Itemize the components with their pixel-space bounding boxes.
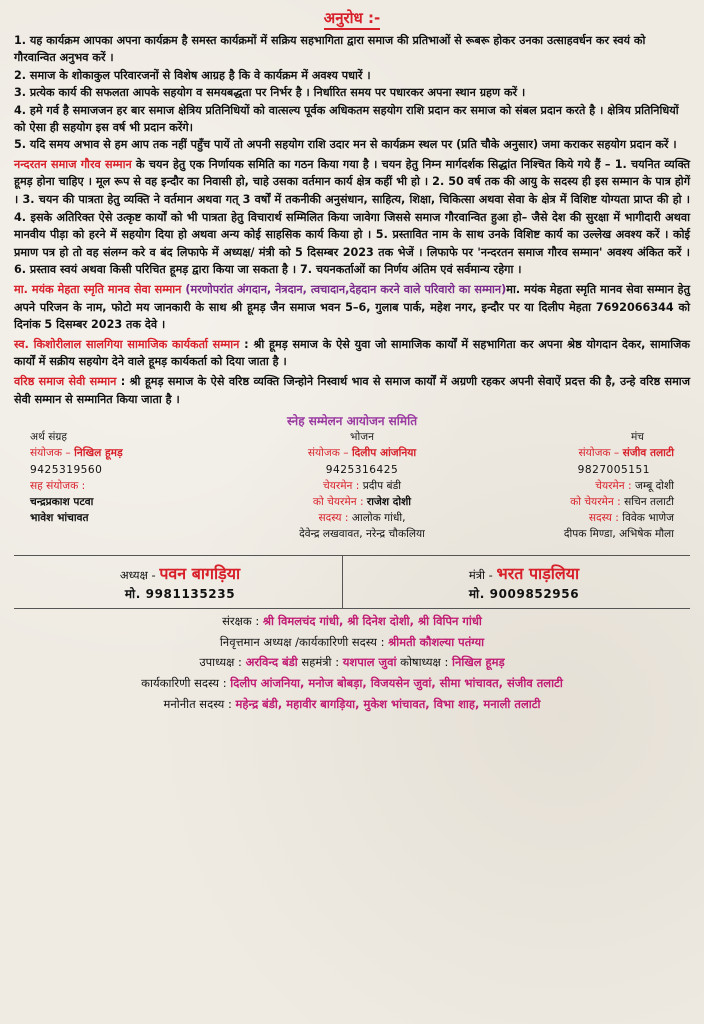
kishorilal-text: : श्री हूमड़ समाज के ऐसे युवा जो सामाजिक कार्यों में सहभागिता कर अपना श्रेष्ठ योगदान देकर, सामाजिक कार्यों में सक्रीय सहयोग देने वाले हूमड़ कार्यकर्ता को दिया जाता है । — [14, 337, 690, 369]
anurodh-list — [14, 32, 690, 154]
bhojan-member: आलोक गांधी, — [351, 512, 406, 525]
bhojan-phone: 9425316425 — [325, 463, 399, 476]
anurodh-item: 5. यदि समय अभाव से हम आप तक नहीं पहुँच पायें तो अपनी सहयोग राशि उदार मन से कार्यक्रम स्थल पर (प्रति चौके अनुसार) जमा कराकर सहयोग प्रदान करें । — [14, 138, 677, 152]
arth-co-member: भावेश भांचावत — [30, 512, 89, 525]
bhojan-convener: दिलीप आंजनिया — [351, 447, 417, 460]
arth-co-member: चन्द्रप्रकाश पटवा — [30, 495, 94, 508]
kishorilal-heading: स्व. किशोरीलाल सालगिया सामाजिक कार्यकर्ता सम्मान — [14, 337, 240, 351]
bhojan-member: देवेन्द्र लखवावत, नरेन्द्र चौकलिया — [299, 528, 425, 541]
mayank-text: मा. मयंक मेहता स्मृति मानव सेवा सम्मान हेतु अपने परिजन के नाम, फोटो मय जानकारी के साथ श्री हूमड़ जैन समाज भवन 5–6, गुलाब पार्क, महेश नगर, इन्दौर पर या दिलीप मेहता 7692066344 को दिनांक 5 दिसम्बर 2023 तक देवे । — [14, 283, 690, 332]
nandratan-section — [14, 156, 690, 279]
secretary-role: मंत्री - — [468, 568, 497, 583]
karyakarini-names: दिलीप आंजनिया, मनोज बोबड़ा, विजयसेन जुवां, सीमा भांचावत, संजीव तलाटी — [230, 675, 563, 690]
nivartman-label: निवृत्तमान अध्यक्ष /कार्यकारिणी सदस्य : — [219, 634, 389, 649]
anurodh-heading: अनुरोध :- — [0, 8, 704, 30]
upadhyaksh-label: उपाध्यक्ष : — [199, 655, 246, 670]
mayank-subheading: (मरणोपरांत अंगदान, नेत्रदान, त्वचादान,देहदान करने वाले परिवारो का सम्मान) — [181, 283, 507, 296]
manonit-names: महेन्द्र बंडी, महावीर बागड़िया, मुकेश भांचावत, विभा शाह, मनाली तलाटी — [235, 696, 541, 711]
manch-chair: जम्बू दोशी — [634, 479, 674, 492]
manch-chair-label: चेयरमेन : — [595, 479, 635, 492]
nivartman-name: श्रीमती कौशल्या पतंग्या — [388, 634, 485, 649]
manonit-label: मनोनीत सदस्य : — [163, 696, 236, 711]
bhojan-column — [262, 429, 462, 542]
president-role: अध्यक्ष - — [119, 568, 160, 583]
arth-column — [30, 429, 250, 526]
anurodh-item: 4. हमे गर्व है समाजजन हर बार समाज क्षेत्रिय प्रतिनिधियों को वात्सल्य पूर्वक अधिकतम सहयोग राशि प्रदान कर समाज को संबल प्रदान करते है । क्षेत्रिय प्रतिनिधियों को ऐसा ही सहयोग इस वर्ष भी प्रदान करेंगे। — [14, 103, 679, 135]
bhojan-chair-label: चेयरमेन : — [323, 479, 363, 492]
bhojan-convener-label: संयोजक – — [307, 447, 352, 460]
koshadhyaksh-name: निखिल हूमड़ — [451, 655, 505, 670]
arth-convener: निखिल हूमड़ — [74, 447, 123, 460]
president-box — [20, 562, 340, 602]
president-name: पवन बागड़िया — [159, 564, 241, 584]
manch-cochair-label: को चेयरमेन : — [570, 495, 625, 508]
koshadhyaksh-label: कोषाध्यक्ष : — [396, 655, 452, 670]
office-bearers — [0, 556, 704, 608]
president-phone: मो. 9981135235 — [124, 587, 236, 602]
manch-column — [478, 429, 674, 542]
upadhyaksh-name: अरविन्द बंडी — [245, 655, 298, 670]
manch-phone: 9827005151 — [577, 463, 650, 476]
arth-head: अर्थ संग्रह — [30, 431, 67, 444]
manch-cochair: सचिन तलाटी — [624, 495, 674, 508]
mayank-heading: मा. मयंक मेहता स्मृति मानव सेवा सम्मान — [14, 283, 182, 296]
bhojan-cochair: राजेश दोशी — [366, 495, 412, 508]
office-divider-bottom — [14, 608, 690, 609]
nandratan-heading: नन्दरतन समाज गौरव सम्मान — [14, 157, 132, 171]
kishorilal-section — [14, 336, 690, 371]
varishth-section — [14, 373, 690, 408]
arth-convener-label: संयोजक – — [30, 447, 75, 460]
sanrakshak-names: श्री विमलचंद गांधी, श्री दिनेश दोशी, श्री विपिन गांधी — [262, 614, 482, 629]
nandratan-text: के चयन हेतु एक निर्णायक समिति का गठन किया गया है । चयन हेतु निम्न मार्गदर्शक सिद्धांत निश्चित किये गये हैं – 1. चयनित व्यक्ति हूमड़ होना चाहिए । मूल रूप से वह इन्दौर का निवासी हो, चाहे उसका वर्तमान कार्य क्षेत्र कहीं भी हो । 2. 50 वर्ष तक की आयु के सदस्य ही इस सम्मान के पात्र होगें । 3. चयन की पात्रता हेतु व्यक्ति ने वर्तमान अथवा गत् 3 वर्षों में तकनीकी अनुसंधान, साहित्य, शिक्षा, चिकित्सा अथवा सेवा के क्षेत्र में विशिष्ट योग्यता प्राप्त की हो । 4. इसके अतिरिक्त ऐसे उत्कृष्ट कार्यों को भी पात्रता हेतु विचारार्थ सम्मिलित किया जावेगा जिससे समाज गौरवान्वित हुआ हो– जैसे देश की सुरक्षा में भागीदारी अथवा मानवीय पीड़ा को हरने में सहयोग दिया हो अथवा अन्य कोई साहसिक कार्य किया हो । 5. प्रस्तावित नाम के साथ उनके विशिष्ट कार्य का उल्लेख अवश्य करें । कोई प्रमाण पत्र हो तो वह संलग्न करे व बंद लिफाफे में अध्यक्ष/ मंत्री को 5 दिसम्बर 2023 तक भेजें । लिफाफे पर 'नन्दरतन समाज गौरव सम्मान' अवश्य अंकित करें । 6. प्रस्ताव स्वयं अथवा किसी परिचित हूमड़ द्वारा किया जा सकता है । 7. चयनकर्ताओं का निर्णय अंतिम एवं सर्वमान्य रहेगा । — [14, 157, 690, 277]
patrons-section — [0, 611, 704, 714]
karyakarini-label: कार्यकारिणी सदस्य : — [141, 675, 231, 690]
bhojan-members-label: सदस्य : — [318, 512, 352, 525]
bhojan-cochair-label: को चेयरमेन : — [312, 495, 367, 508]
varishth-heading: वरिष्ठ समाज सेवी सम्मान — [14, 374, 117, 388]
committee-columns — [0, 429, 704, 555]
sanrakshak-label: संरक्षक : — [222, 614, 263, 629]
manch-head: मंच — [630, 431, 644, 444]
manch-convener-label: संयोजक – — [578, 447, 623, 460]
bhojan-chair: प्रदीप बंडी — [362, 479, 401, 492]
secretary-phone: मो. 9009852956 — [468, 587, 580, 602]
manch-members-label: सदस्य : — [588, 512, 623, 525]
manch-member: दीपक मिण्डा, अभिषेक मौला — [563, 528, 674, 541]
manch-convener: संजीव तलाटी — [622, 447, 674, 460]
manch-member: विवेक भाणेज — [622, 512, 674, 525]
arth-co-label: सह संयोजक : — [30, 479, 86, 492]
secretary-box — [364, 562, 684, 602]
office-separator — [342, 556, 343, 608]
mayank-section — [14, 281, 690, 334]
anurodh-item: 2. समाज के शोकाकुल परिवारजनों से विशेष आग्रह है कि वे कार्यक्रम में अवश्य पधारें । — [14, 68, 371, 82]
arth-phone: 9425319560 — [30, 463, 103, 476]
sahmantri-label: सहमंत्री : — [297, 655, 343, 670]
secretary-name: भरत पाड़लिया — [496, 564, 580, 584]
varishth-text: : श्री हूमड़ समाज के ऐसे वरिष्ठ व्यक्ति जिन्होने निस्वार्थ भाव से समाज कार्यों में अग्रणी रहकर अपनी सेवाऐं प्रदत्त की है, उन्हे वरिष्ठ समाज सेवी सम्मान से सम्मानित किया जाता है । — [14, 374, 691, 406]
anurodh-item: 3. प्रत्येक कार्य की सफलता आपके सहयोग व समयबद्धता पर निर्भर है । निर्धारित समय पर पधारकर अपना स्थान ग्रहण करें । — [14, 86, 526, 100]
bhojan-head: भोजन — [350, 431, 374, 444]
committee-title: स्नेह सम्मेलन आयोजन समिति — [286, 414, 418, 429]
anurodh-item: 1. यह कार्यक्रम आपका अपना कार्यक्रम है समस्त कार्यक्रमों में सक्रिय सहभागिता द्वारा समाज की प्रतिभाओं से रूबरू होकर उनका उत्साहवर्धन कर स्वयं को गौरवान्वित अनुभव करें । — [14, 34, 646, 65]
sahmantri-name: यशपाल जुवां — [342, 655, 397, 670]
